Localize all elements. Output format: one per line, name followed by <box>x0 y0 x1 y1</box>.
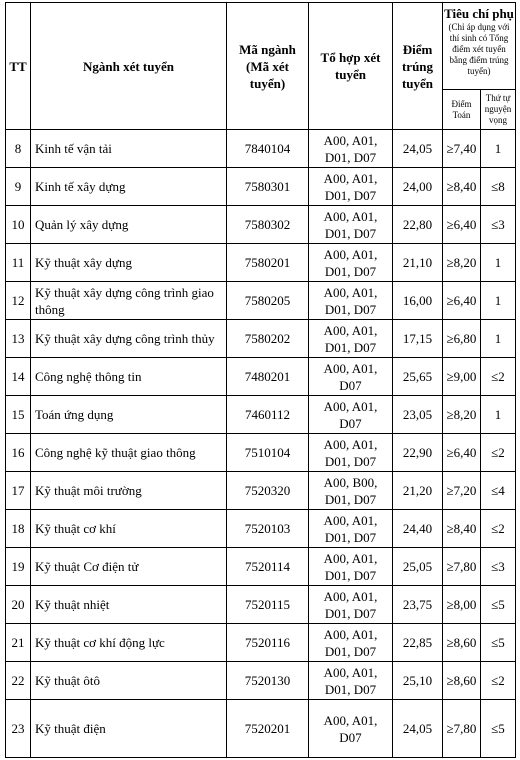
cell-tt: 23 <box>6 700 31 758</box>
cell-diem: 21,20 <box>393 472 443 510</box>
cell-nganh: Kỹ thuật điện <box>31 700 227 758</box>
cell-thu-tu: ≤5 <box>481 700 516 758</box>
cell-to-hop-line1: A00, A01, <box>323 132 378 148</box>
cell-ma-nganh: 7520130 <box>227 662 309 700</box>
cell-to-hop-line2: D01, D07 <box>324 529 377 545</box>
cell-to-hop-line2: D01, D07 <box>324 681 377 697</box>
cell-to-hop <box>309 282 393 320</box>
cell-nganh: Kỹ thuật Cơ điện tử <box>31 548 227 586</box>
cell-ma-nganh: 7460112 <box>227 396 309 434</box>
header-ma-nganh-line1: Mã ngành <box>239 41 296 57</box>
cell-diem: 16,00 <box>393 282 443 320</box>
admission-scores-table <box>5 2 516 758</box>
cell-ma-nganh: 7520116 <box>227 624 309 662</box>
table-row <box>6 434 516 472</box>
cell-to-hop-line2: D01, D07 <box>324 567 377 583</box>
table-row <box>6 168 516 206</box>
cell-ma-nganh: 7580301 <box>227 168 309 206</box>
cell-diem-toan: ≥8,40 <box>443 168 481 206</box>
cell-to-hop <box>309 396 393 434</box>
cell-diem-toan: ≥8,20 <box>443 396 481 434</box>
cell-diem: 25,05 <box>393 548 443 586</box>
cell-diem: 24,40 <box>393 510 443 548</box>
header-tieu-chi-note: (Chỉ áp dụng với thí sinh có Tổng điểm xét tuyển bằng điểm trúng tuyển) <box>448 22 510 76</box>
cell-tt: 19 <box>6 548 31 586</box>
cell-to-hop-line1: A00, A01, <box>323 588 378 604</box>
cell-nganh: Kỹ thuật môi trường <box>31 472 227 510</box>
table-row <box>6 320 516 358</box>
table-row <box>6 396 516 434</box>
cell-to-hop <box>309 358 393 396</box>
cell-nganh: Kỹ thuật xây dựng công trình giao thông <box>31 282 227 320</box>
cell-thu-tu: ≤4 <box>481 472 516 510</box>
cell-ma-nganh: 7580202 <box>227 320 309 358</box>
cell-thu-tu: ≤3 <box>481 206 516 244</box>
header-tieu-chi-title: Tiêu chí phụ <box>444 6 514 21</box>
cell-nganh: Kinh tế vận tải <box>31 130 227 168</box>
cell-to-hop-line2: D01, D07 <box>324 187 377 203</box>
table-row <box>6 662 516 700</box>
header-to-hop: Tổ hợp xét tuyển <box>309 3 393 130</box>
cell-diem-toan: ≥8,20 <box>443 244 481 282</box>
cell-diem-toan: ≥9,00 <box>443 358 481 396</box>
cell-thu-tu: ≤5 <box>481 586 516 624</box>
cell-thu-tu: ≤2 <box>481 434 516 472</box>
cell-tt: 10 <box>6 206 31 244</box>
header-tieu-chi <box>443 3 516 90</box>
cell-to-hop-line1: A00, A01, <box>323 284 378 300</box>
cell-to-hop-line1: A00, A01, <box>323 170 378 186</box>
cell-to-hop-line2: D07 <box>339 377 362 393</box>
cell-diem-toan: ≥7,20 <box>443 472 481 510</box>
cell-diem: 25,10 <box>393 662 443 700</box>
table-row <box>6 282 516 320</box>
cell-diem: 22,85 <box>393 624 443 662</box>
cell-nganh: Kỹ thuật cơ khí động lực <box>31 624 227 662</box>
cell-diem-toan: ≥6,40 <box>443 434 481 472</box>
table-row <box>6 244 516 282</box>
cell-thu-tu: ≤3 <box>481 548 516 586</box>
table-row <box>6 130 516 168</box>
header-ma-nganh <box>227 3 309 130</box>
cell-to-hop-line1: A00, A01, <box>323 664 378 680</box>
cell-to-hop <box>309 206 393 244</box>
cell-ma-nganh: 7520320 <box>227 472 309 510</box>
cell-nganh: Kỹ thuật nhiệt <box>31 586 227 624</box>
cell-to-hop-line2: D07 <box>339 415 362 431</box>
cell-to-hop-line1: A00, A01, <box>323 360 378 376</box>
cell-to-hop-line2: D01, D07 <box>324 301 377 317</box>
header-row <box>6 3 516 90</box>
cell-to-hop <box>309 472 393 510</box>
cell-diem-toan: ≥6,40 <box>443 206 481 244</box>
cell-thu-tu: ≤5 <box>481 624 516 662</box>
table-row <box>6 586 516 624</box>
cell-tt: 16 <box>6 434 31 472</box>
cell-diem-toan: ≥8,00 <box>443 586 481 624</box>
cell-to-hop <box>309 434 393 472</box>
cell-to-hop-line1: A00, A01, <box>323 550 378 566</box>
cell-to-hop-line1: A00, B00, <box>323 474 378 490</box>
cell-diem: 17,15 <box>393 320 443 358</box>
table-body <box>6 130 516 758</box>
cell-diem: 21,10 <box>393 244 443 282</box>
cell-to-hop <box>309 244 393 282</box>
table-row <box>6 206 516 244</box>
cell-nganh: Kinh tế xây dựng <box>31 168 227 206</box>
cell-thu-tu: ≤2 <box>481 510 516 548</box>
header-diem: Điểm trúng tuyển <box>393 3 443 130</box>
table-row <box>6 700 516 758</box>
cell-diem: 24,00 <box>393 168 443 206</box>
cell-nganh: Kỹ thuật xây dựng <box>31 244 227 282</box>
cell-to-hop-line2: D01, D07 <box>324 263 377 279</box>
cell-thu-tu: 1 <box>481 320 516 358</box>
cell-diem: 25,65 <box>393 358 443 396</box>
cell-thu-tu: ≤8 <box>481 168 516 206</box>
cell-ma-nganh: 7520115 <box>227 586 309 624</box>
table-row <box>6 510 516 548</box>
table-row <box>6 548 516 586</box>
header-ma-nganh-line2: (Mã xét tuyển) <box>246 58 289 91</box>
cell-ma-nganh: 7580205 <box>227 282 309 320</box>
cell-to-hop-line1: A00, A01, <box>323 626 378 642</box>
cell-ma-nganh: 7580302 <box>227 206 309 244</box>
cell-ma-nganh: 7520114 <box>227 548 309 586</box>
cell-thu-tu: 1 <box>481 282 516 320</box>
cell-tt: 22 <box>6 662 31 700</box>
cell-tt: 18 <box>6 510 31 548</box>
cell-to-hop-line1: A00, A01, <box>323 712 378 728</box>
cell-nganh: Kỹ thuật cơ khí <box>31 510 227 548</box>
cell-ma-nganh: 7520103 <box>227 510 309 548</box>
cell-nganh: Toán ứng dụng <box>31 396 227 434</box>
cell-nganh: Kỹ thuật xây dựng công trình thủy <box>31 320 227 358</box>
cell-ma-nganh: 7480201 <box>227 358 309 396</box>
cell-diem: 22,90 <box>393 434 443 472</box>
cell-to-hop-line2: D01, D07 <box>324 453 377 469</box>
cell-to-hop <box>309 168 393 206</box>
cell-thu-tu: 1 <box>481 244 516 282</box>
cell-ma-nganh: 7520201 <box>227 700 309 758</box>
cell-thu-tu: 1 <box>481 130 516 168</box>
cell-to-hop-line1: A00, A01, <box>323 436 378 452</box>
header-nganh: Ngành xét tuyển <box>31 3 227 130</box>
cell-to-hop-line1: A00, A01, <box>323 398 378 414</box>
cell-tt: 15 <box>6 396 31 434</box>
cell-diem-toan: ≥8,60 <box>443 624 481 662</box>
cell-tt: 8 <box>6 130 31 168</box>
cell-thu-tu: ≤2 <box>481 662 516 700</box>
cell-to-hop-line1: A00, A01, <box>323 208 378 224</box>
cell-to-hop-line2: D01, D07 <box>324 225 377 241</box>
cell-nganh: Kỹ thuật ôtô <box>31 662 227 700</box>
cell-tt: 17 <box>6 472 31 510</box>
cell-nganh: Công nghệ kỹ thuật giao thông <box>31 434 227 472</box>
cell-diem-toan: ≥8,40 <box>443 510 481 548</box>
cell-tt: 9 <box>6 168 31 206</box>
cell-diem-toan: ≥7,40 <box>443 130 481 168</box>
cell-to-hop <box>309 548 393 586</box>
cell-to-hop-line2: D01, D07 <box>324 149 377 165</box>
table-row <box>6 472 516 510</box>
cell-to-hop-line1: A00, A01, <box>323 512 378 528</box>
cell-tt: 21 <box>6 624 31 662</box>
cell-diem: 22,80 <box>393 206 443 244</box>
cell-ma-nganh: 7580201 <box>227 244 309 282</box>
cell-diem-toan: ≥7,80 <box>443 700 481 758</box>
cell-to-hop <box>309 586 393 624</box>
header-diem-toan: Điểm Toán <box>443 90 481 130</box>
cell-to-hop <box>309 624 393 662</box>
cell-to-hop-line1: A00, A01, <box>323 246 378 262</box>
cell-to-hop-line2: D01, D07 <box>324 339 377 355</box>
cell-to-hop <box>309 662 393 700</box>
cell-tt: 11 <box>6 244 31 282</box>
cell-tt: 13 <box>6 320 31 358</box>
cell-diem: 23,75 <box>393 586 443 624</box>
cell-to-hop <box>309 510 393 548</box>
cell-diem-toan: ≥6,40 <box>443 282 481 320</box>
header-tt: TT <box>6 3 31 130</box>
table-row <box>6 358 516 396</box>
cell-nganh: Công nghệ thông tin <box>31 358 227 396</box>
cell-to-hop-line2: D07 <box>339 729 362 745</box>
cell-thu-tu: 1 <box>481 396 516 434</box>
cell-to-hop-line2: D01, D07 <box>324 643 377 659</box>
cell-diem-toan: ≥8,60 <box>443 662 481 700</box>
cell-ma-nganh: 7510104 <box>227 434 309 472</box>
cell-diem-toan: ≥6,80 <box>443 320 481 358</box>
cell-ma-nganh: 7840104 <box>227 130 309 168</box>
header-thu-tu: Thứ tự nguyện vọng <box>481 90 516 130</box>
cell-tt: 20 <box>6 586 31 624</box>
cell-to-hop-line1: A00, A01, <box>323 322 378 338</box>
cell-to-hop <box>309 320 393 358</box>
cell-diem: 24,05 <box>393 700 443 758</box>
cell-to-hop-line2: D01, D07 <box>324 491 377 507</box>
cell-thu-tu: ≤2 <box>481 358 516 396</box>
cell-diem: 23,05 <box>393 396 443 434</box>
cell-to-hop-line2: D01, D07 <box>324 605 377 621</box>
cell-diem-toan: ≥7,80 <box>443 548 481 586</box>
cell-tt: 12 <box>6 282 31 320</box>
table-row <box>6 624 516 662</box>
cell-to-hop <box>309 130 393 168</box>
cell-to-hop <box>309 700 393 758</box>
cell-nganh: Quản lý xây dựng <box>31 206 227 244</box>
cell-tt: 14 <box>6 358 31 396</box>
cell-diem: 24,05 <box>393 130 443 168</box>
